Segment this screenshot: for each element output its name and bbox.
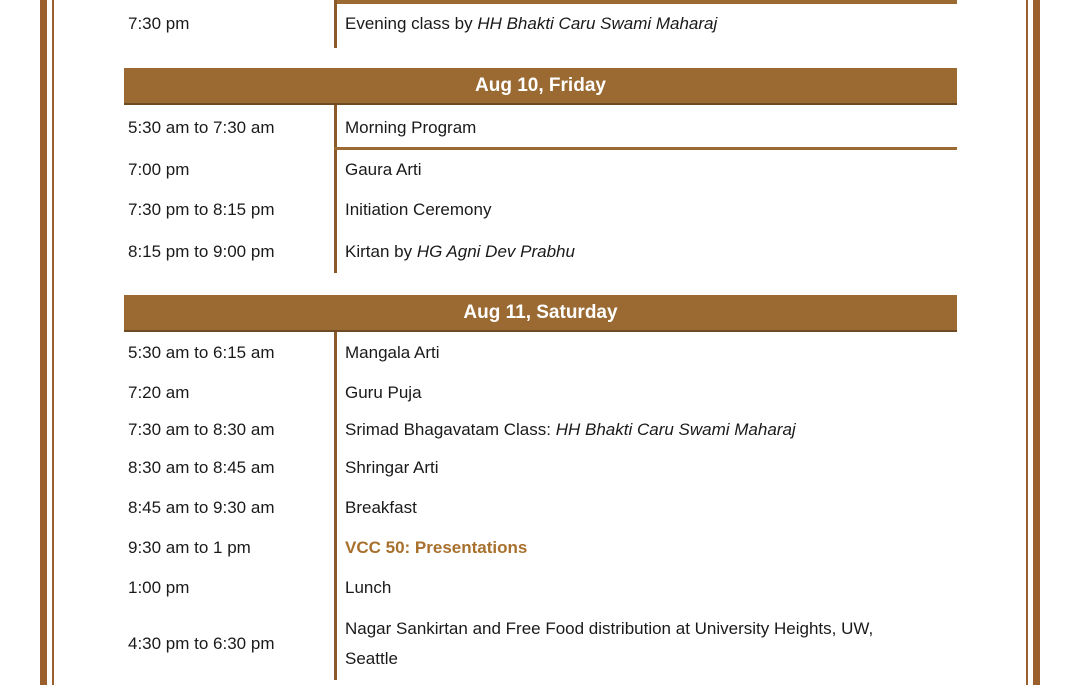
row-description: Morning Program [334, 105, 957, 150]
schedule-row [124, 568, 957, 608]
day-header-saturday: Aug 11, Saturday [124, 295, 957, 332]
schedule-row [124, 190, 957, 230]
row-time: 5:30 am to 6:15 am [128, 343, 275, 362]
row-time: 8:45 am to 9:30 am [128, 498, 275, 517]
row-description: Shringar Arti [334, 448, 957, 488]
row-time: 7:30 am to 8:30 am [128, 420, 275, 439]
schedule-row [124, 488, 957, 528]
row-description: Evening class by HH Bhakti Caru Swami Maharaj [334, 0, 957, 48]
row-description: Mangala Arti [334, 332, 957, 374]
schedule-row [124, 0, 957, 48]
schedule-row [124, 230, 957, 273]
schedule-row [124, 374, 957, 412]
row-description: Guru Puja [334, 374, 957, 412]
schedule-row [124, 332, 957, 374]
row-time: 7:30 pm to 8:15 pm [128, 200, 275, 219]
row-time: 5:30 am to 7:30 am [128, 117, 275, 137]
row-time: 4:30 pm to 6:30 pm [128, 634, 275, 653]
schedule-row [124, 448, 957, 488]
row-time: 7:00 pm [128, 160, 190, 179]
previous-day-section [124, 0, 957, 48]
row-description: Lunch [334, 568, 957, 608]
row-time: 7:20 am [128, 383, 190, 402]
row-description: Initiation Ceremony [334, 190, 957, 230]
row-description: Kirtan by HG Agni Dev Prabhu [334, 230, 957, 273]
schedule-row [124, 528, 957, 568]
schedule-row [124, 150, 957, 190]
saturday-section [124, 295, 957, 680]
row-time: 9:30 am to 1 pm [128, 538, 251, 557]
row-description: Srimad Bhagavatam Class: HH Bhakti Caru Swami Maharaj [334, 412, 957, 448]
friday-section [124, 68, 957, 273]
row-description: Nagar Sankirtan and Free Food distribution at University Heights, UW, Seattle [334, 608, 957, 680]
row-description-highlight: VCC 50: Presentations [334, 528, 957, 568]
row-description: Breakfast [334, 488, 957, 528]
day-header-friday: Aug 10, Friday [124, 68, 957, 105]
row-time: 7:30 pm [128, 14, 190, 33]
row-time: 8:15 pm to 9:00 pm [128, 241, 275, 261]
row-time: 8:30 am to 8:45 am [128, 458, 275, 477]
row-time: 1:00 pm [128, 578, 190, 597]
schedule-row [124, 105, 957, 150]
row-description: Gaura Arti [334, 150, 957, 190]
schedule-row [124, 412, 957, 448]
schedule-row [124, 608, 957, 680]
